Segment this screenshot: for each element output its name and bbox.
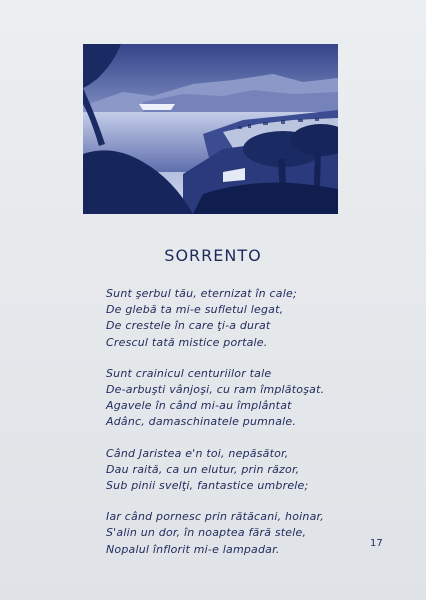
poem-line: Nopalul înflorit mi-e lampadar. [106, 542, 280, 556]
stanza-2 [106, 366, 366, 431]
poem-line: Crescul tată mistice portale. [106, 335, 268, 349]
poem-line: Agavele în când mi-au împlântat [106, 399, 292, 413]
page-number: 17 [370, 538, 383, 549]
poem-line: Când Jaristea e'n toi, nepăsător, [106, 446, 289, 460]
poem-line: Dau raită, ca un elutur, prin răzor, [106, 462, 300, 476]
poem-line: Sunt şerbul tău, eternizat în cale; [106, 287, 297, 300]
stanza-4 [106, 509, 366, 558]
poem-line: De glebă ta mi-e sufletul legat, [106, 303, 284, 317]
sorrento-illustration [83, 44, 338, 214]
stanza-3 [106, 446, 366, 495]
poem-line: De-arbuşti vânjoşi, cu ram împlătoşat. [106, 383, 325, 397]
poem-line: Sub pinii svelţi, fantastice umbrele; [106, 479, 309, 493]
poem-line: De crestele în care ţi-a durat [106, 319, 271, 333]
poem-line: Iar când pornesc prin rătăcani, hoinar, [106, 510, 324, 524]
poem-body [106, 286, 366, 573]
poem-line: S'alin un dor, în noaptea fără stele, [106, 526, 307, 540]
stanza-1 [106, 286, 366, 351]
poem-line: Sunt crainicul centuriilor tale [106, 366, 272, 380]
illustration-image [83, 44, 338, 214]
poem-title: SORRENTO [164, 246, 262, 265]
poem-line: Adânc, damaschinatele pumnale. [106, 415, 297, 429]
